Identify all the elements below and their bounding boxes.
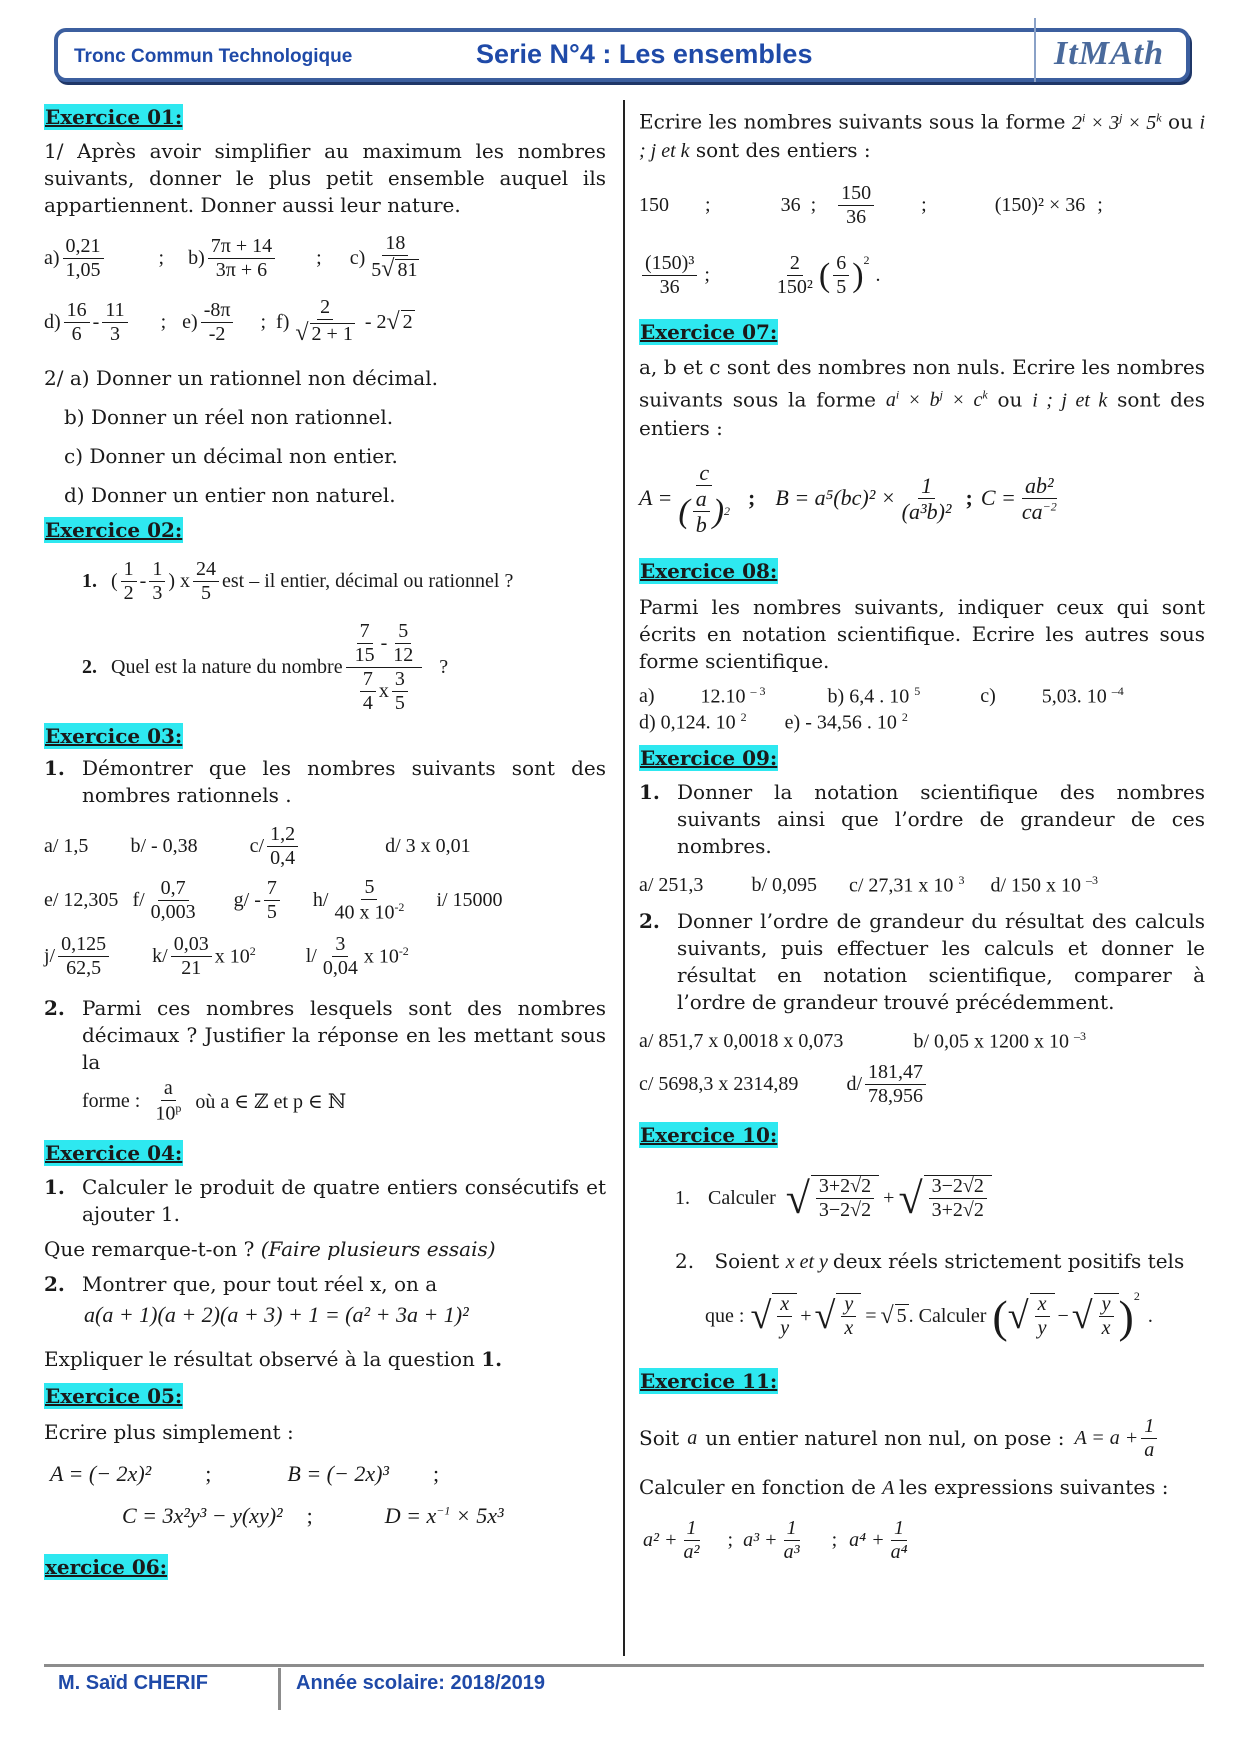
ex08-row2: d) 0,124. 10 $^2$ e) - 34,56 . 10 $^2$ <box>639 709 908 734</box>
ex07-title: Exercice 07: <box>640 319 778 344</box>
ex04-q2: 2. Montrer que, pour tout réel x, on a <box>44 1272 438 1296</box>
ex02-q2: 2. Quel est la nature du nombre 7 15 - 5 12 7 4 x 3 5 ? <box>82 619 449 714</box>
ex10-calc: . Calculer <box>908 1304 987 1327</box>
ex03-title: Exercice 03: <box>45 724 183 748</box>
ex02-q2-text: Quel est la nature du nombre <box>111 655 343 678</box>
site-logo: ItMAth <box>1054 35 1164 72</box>
ex04-remarque <box>44 1236 606 1263</box>
ex06-items-row1: 150 ; 36 ; 150 36 ; (150)² × 36 ; <box>639 182 1103 229</box>
ex07-text1: a, b et c sont des nombres non nuls. Ecrire les nombres suivants sous la forme <box>639 354 1205 412</box>
ex06-title: xercice 06: <box>45 1555 168 1579</box>
ex01-q1: 1/ Après avoir simplifier au maximum les nombres suivants, donner le plus petit ensemble auquel ils appartiennent. Donner aussi leur nature. <box>44 139 606 217</box>
ex03-condition: où a ∈ ℤ et p ∈ ℕ <box>195 1090 347 1113</box>
ex01-items-row1: a) 0,21 1,05 ; b) 7π + 14 3π + 6 ; c) 18 5√ 81 <box>44 232 418 283</box>
ex09-q2-text: Donner l’ordre de grandeur du résultat des calculs suivants, puis effectuer les calculs et donner le résultat en notation scientifique, comparer à l’ordre de grandeur trouvé précédemment. <box>677 909 1205 1015</box>
ex10-title: Exercice 10: <box>640 1123 778 1148</box>
ex08-title: Exercice 08: <box>640 559 778 584</box>
footer-separator <box>278 1668 281 1710</box>
header-level: Tronc Commun Technologique <box>74 46 353 67</box>
footer-author: M. Saïd CHERIF <box>58 1672 209 1694</box>
ex03-items-row3: j/ 0,125 62,5 k/ 0,03 21 x $10^2$ l/ 3 0,04 x $10^{-2}$ <box>44 932 409 979</box>
ex09-title: Exercice 09: <box>640 746 778 771</box>
ex04-explain: Expliquer le résultat observé à la question 1. <box>44 1347 503 1371</box>
ex03-q1-text: Démontrer que les nombres suivants sont des nombres rationnels . <box>82 756 606 807</box>
ex11-expressions: a² + $\frac{1}{\text{a²}}$ ; a³ + $\frac{1}{\text{a³}}$ ; a⁴ + $\frac{1}{\text{a⁴}}$ <box>643 1516 908 1563</box>
ex03-items-row2: e/ 12,305 f/ 0,7 0,003 g/ - 7 5 h/ 5 40 x $10^{-2}$ i/ 15000 <box>44 875 503 924</box>
ex01-q2c: c) Donner un décimal non entier. <box>64 444 398 468</box>
ex09-q1-text: Donner la notation scientifique des nombres suivants ainsi que l’ordre de grandeur de ces nombres. <box>677 780 1205 859</box>
ex09-items: a/ 251,3 b/ 0,095 c/ 27,31 x 10 $^3$ d/ 150 x 10 $^{-3}$ <box>639 872 1098 897</box>
ex11-text3: Calculer en fonction de <box>639 1475 876 1500</box>
ex05-row1: A = (− 2x)² ; B = (− 2x)³ ; <box>50 1461 440 1486</box>
ex10-q2-cond: que : √ $\frac{x}{y}$ + √ $\frac{y}{x}$ = √ 5 . Calculer ( √ $\frac{x}{y}$ − √ $\frac{y}{x}$ ) $^2$ . <box>705 1288 1153 1342</box>
ex09-q2: 2. Donner l’ordre de grandeur du résultat des calculs suivants, puis effectuer les calculs et donner le résultat en notation scientifique, comparer à l’ordre de grandeur trouvé précédemment. <box>639 909 1205 1015</box>
left-column <box>44 104 606 1580</box>
ex05-intro: Ecrire plus simplement : <box>44 1420 294 1444</box>
ex07-formulas: A = c ( a b ) 2 ; B = a⁵(bc)² × $\frac{1}{\text{(a³b)²}}$ ; C = $\frac{\text{ab²}}{ca^{-2}}$ <box>639 459 1057 537</box>
ex04-explain-text: Expliquer le résultat observé à la question <box>44 1347 475 1371</box>
ex03-q2-forme: forme : a 10$^p$ où a ∈ ℤ et p ∈ ℕ <box>82 1076 347 1125</box>
footer-year: Année scolaire: 2018/2019 <box>296 1672 546 1694</box>
ex09-calc-row1: a/ 851,7 x 0,0018 x 0,073 b/ 0,05 x 1200 x 10 $^{-3}$ <box>639 1028 1086 1053</box>
ex04-identity: a(a + 1)(a + 2)(a + 3) + 1 = (a² + 3a + 1)² <box>84 1302 469 1327</box>
ex11-text4: les expressions suivantes : <box>899 1475 1169 1500</box>
ex02-q1: 1. ( 1 2 - 1 3 ) x 24 5 est – il entier, décimal ou rationnel ? <box>82 557 514 604</box>
ex07-text2: sont des entiers : <box>639 387 1206 441</box>
ex04-q1-text: Calculer le produit de quatre entiers consécutifs et ajouter 1. <box>82 1175 606 1226</box>
ex03-q2-text: Parmi ces nombres lesquels sont des nombres décimaux ? Justifier la réponse en les mettant sous la <box>82 996 606 1074</box>
ex06-items-row2: (150)³ 36 ; 2 150² ( 6 5 ) $^2$ . <box>639 245 1205 307</box>
ex03-q1: 1. Démontrer que les nombres suivants sont des nombres rationnels . <box>44 756 606 807</box>
footer-line <box>44 1664 1204 1667</box>
ex06-intro-text: Ecrire les nombres suivants sous la forme <box>639 109 1066 134</box>
ex11-text1: Soit <box>639 1426 680 1451</box>
ex02-q1-text: est – il entier, décimal ou rationnel ? <box>222 569 514 592</box>
ex04-q1: 1. Calculer le produit de quatre entiers consécutifs et ajouter 1. <box>44 1175 606 1226</box>
ex08-row1: a) 12.10 $^{- 3}$ b) 6,4 . 10 $^5$ c) 5,03. 10 $^{-4}$ <box>639 683 1124 708</box>
ex10-que: que : <box>705 1304 745 1327</box>
ex01-q2a: 2/ a) Donner un rationnel non décimal. <box>44 366 438 390</box>
ex11-text-row2: Calculer en fonction de A les expressions suivantes : <box>639 1475 1169 1500</box>
ex04-title: Exercice 04: <box>45 1141 183 1165</box>
logo-bar <box>1034 18 1036 82</box>
ex06-intro: Ecrire les nombres suivants sous la forme $2^i \times 3^j \times 5^k$ ou i ; j et k sont des entiers : <box>639 109 1205 162</box>
header-title: Serie N°4 : Les ensembles <box>476 39 813 69</box>
ex01-title: Exercice 01: <box>45 105 183 129</box>
ex11-text2: un entier naturel non nul, on pose : <box>705 1426 1065 1451</box>
ex04-q2-text: Montrer que, pour tout réel x, on a <box>82 1272 438 1296</box>
ex10-q1-text: Calculer <box>708 1186 776 1209</box>
ex03-items-row1: a/ 1,5 b/ - 0,38 c/ 1,2 0,4 d/ 3 x 0,01 <box>44 822 471 869</box>
ex01-items-row2: d) 16 6 - 11 3 ; e) -8π -2 ; f) 2 √ 2 + 1 - 2 √ 2 <box>44 296 413 347</box>
ex10-q2-text2: deux réels strictement positifs tels <box>832 1249 1185 1274</box>
ex05-row2: C = 3x²y³ − y(xy)² ; $D = x^{-1} \times 5x^3$ <box>122 1503 504 1528</box>
ex04-essais: (Faire plusieurs essais) <box>260 1237 496 1261</box>
ex07-text: a, b et c sont des nombres non nuls. Ecrire les nombres suivants sous la forme $a^i \times b^j \times c^k$ ou i ; j et k sont des entiers : <box>639 354 1206 441</box>
column-divider <box>623 100 625 1656</box>
ex03-forme-label: forme : <box>82 1089 141 1112</box>
ex10-q2-text: Soient <box>714 1249 780 1274</box>
ex09-q1: 1. Donner la notation scientifique des nombres suivants ainsi que l’ordre de grandeur de ces nombres. <box>639 780 1205 859</box>
ex05-title: Exercice 05: <box>45 1384 183 1408</box>
ex04-remarque-text: Que remarque-t-on ? <box>44 1237 255 1261</box>
ex08-text: Parmi les nombres suivants, indiquer ceux qui sont écrits en notation scientifique. Ecrire les autres sous forme scientifique. <box>639 595 1205 674</box>
ex02-title: Exercice 02: <box>45 518 183 542</box>
ex01-q2b: b) Donner un réel non rationnel. <box>64 405 394 429</box>
page-header <box>54 28 1190 82</box>
ex10-q2: 2. Soient x et y deux réels strictement positifs tels <box>675 1249 1185 1274</box>
ex11-title: Exercice 11: <box>640 1369 778 1394</box>
ex10-q1: 1. Calculer √ $\frac{3+2√2}{3-2√2}$ + √ $\frac{3-2√2}{3+2√2}$ <box>639 1158 1205 1238</box>
ex06-intro-text2: sont des entiers : <box>695 137 871 162</box>
right-column <box>639 104 1205 1570</box>
ex01-q2d: d) Donner un entier non naturel. <box>64 483 396 507</box>
ex11-text-row: Soit a un entier naturel non nul, on pose : A = a + $\frac{1}{a}$ <box>639 1408 1205 1468</box>
ex03-q2: 2. Parmi ces nombres lesquels sont des nombres décimaux ? Justifier la réponse en les mettant sous la <box>44 996 606 1074</box>
ex09-calc-row2: c/ 5698,3 x 2314,89 d/ 181,47 78,956 <box>639 1058 1205 1110</box>
